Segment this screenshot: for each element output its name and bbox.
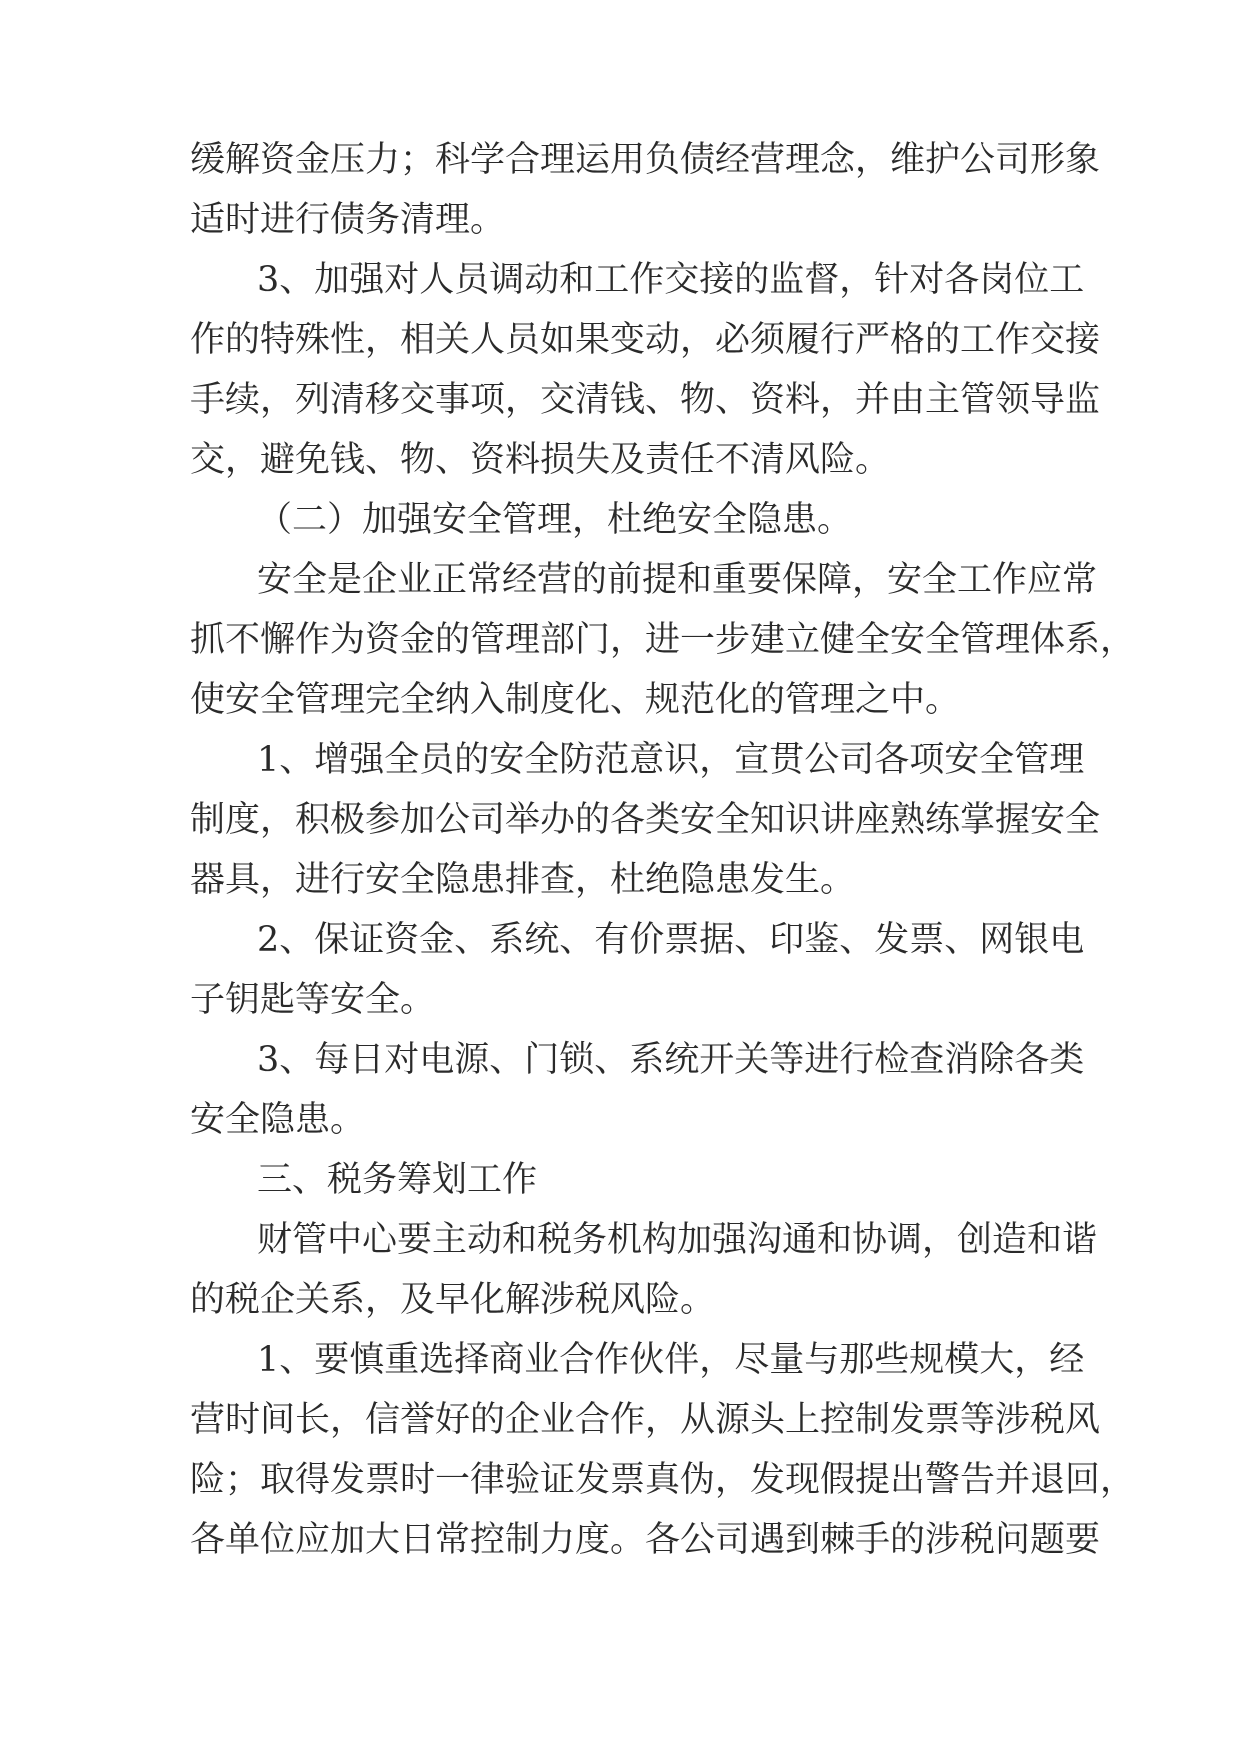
- text-line: 子钥匙等安全。: [190, 980, 436, 1020]
- text-line: 使安全管理完全纳入制度化、规范化的管理之中。: [190, 680, 961, 720]
- text-line: 1、要慎重选择商业合作伙伴，尽量与那些规模大，经: [257, 1340, 1085, 1380]
- text-line: 作的特殊性，相关人员如果变动，必须履行严格的工作交接: [190, 320, 1101, 360]
- text-line: 安全隐患。: [190, 1100, 366, 1140]
- text-line: 各单位应加大日常控制力度。各公司遇到棘手的涉税问题要: [190, 1520, 1101, 1560]
- text-line: 1、增强全员的安全防范意识，宣贯公司各项安全管理: [257, 740, 1085, 780]
- text-line: 器具，进行安全隐患排查，杜绝隐患发生。: [190, 860, 856, 900]
- text-line: 财管中心要主动和税务机构加强沟通和协调，创造和谐: [257, 1220, 1098, 1260]
- text-line: 险；取得发票时一律验证发票真伪，发现假提出警告并退回，: [190, 1460, 1136, 1500]
- text-line: 安全是企业正常经营的前提和重要保障，安全工作应常: [257, 560, 1098, 600]
- text-line: 适时进行债务清理。: [190, 200, 506, 240]
- text-line: 抓不懈作为资金的管理部门，进一步建立健全安全管理体系，: [190, 620, 1136, 660]
- text-line: 制度，积极参加公司举办的各类安全知识讲座熟练掌握安全: [190, 800, 1101, 840]
- text-line: 2、保证资金、系统、有价票据、印鉴、发票、网银电: [257, 920, 1085, 960]
- text-line: 交，避免钱、物、资料损失及责任不清风险。: [190, 440, 891, 480]
- text-line: 手续，列清移交事项，交清钱、物、资料，并由主管领导监: [190, 380, 1101, 420]
- text-line: 的税企关系，及早化解涉税风险。: [190, 1280, 716, 1320]
- text-line: 3、每日对电源、门锁、系统开关等进行检查消除各类: [257, 1040, 1085, 1080]
- text-line: 3、加强对人员调动和工作交接的监督，针对各岗位工: [257, 260, 1085, 300]
- text-line: 营时间长，信誉好的企业合作，从源头上控制发票等涉税风: [190, 1400, 1101, 1440]
- section-heading: 三、税务筹划工作: [257, 1160, 538, 1200]
- section-heading: （二）加强安全管理，杜绝安全隐患。: [257, 500, 853, 540]
- text-line: 缓解资金压力；科学合理运用负债经营理念，维护公司形象: [190, 140, 1101, 180]
